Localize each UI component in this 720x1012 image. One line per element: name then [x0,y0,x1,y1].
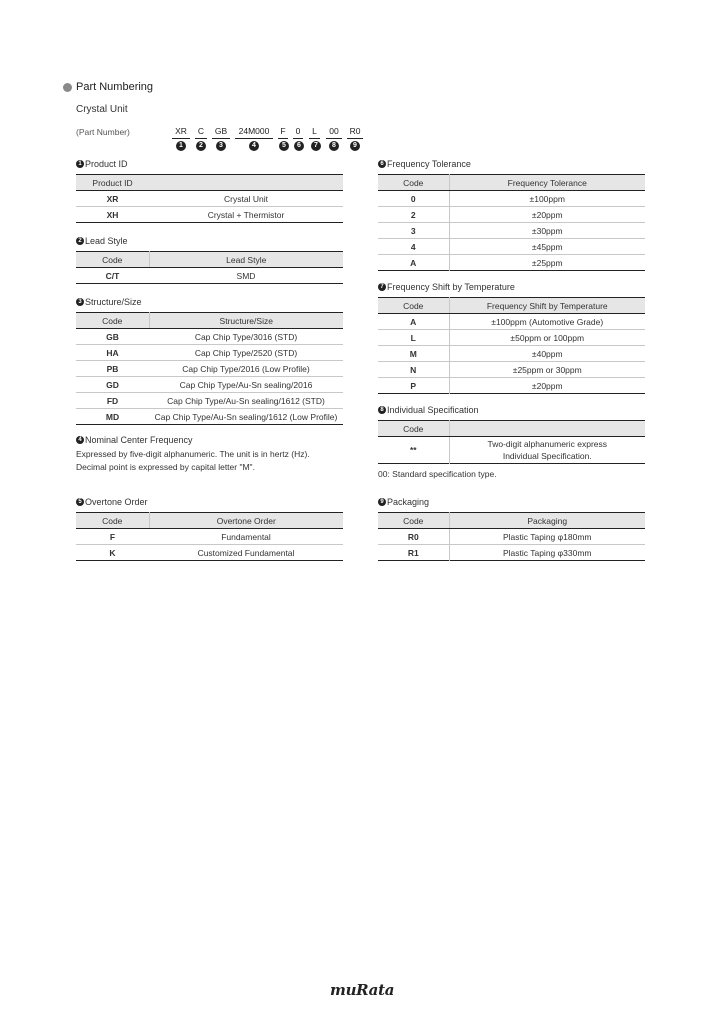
pn-segment: 0 [293,125,303,139]
cell-code: L [378,330,449,346]
cell-code: C/T [105,270,120,281]
cell-desc [449,437,645,464]
table-lead-style [76,251,343,284]
table-freq-shift [378,297,645,394]
cell-desc: Plastic Taping φ330mm [449,545,645,561]
cell-code: R1 [378,545,449,561]
section-title-text: Lead Style [85,236,128,246]
cell-desc: Cap Chip Type/2520 (STD) [149,345,343,361]
segment-number: 1 [176,141,186,151]
pn-segment: XR [172,125,190,139]
table-row [378,239,645,255]
cell-code: N [378,362,449,378]
section-number: 8 [378,406,386,414]
table-row [378,255,645,271]
cell-desc: Cap Chip Type/Au-Sn sealing/1612 (Low Profile) [149,409,343,425]
cell-desc: Cap Chip Type/Au-Sn sealing/1612 (STD) [149,393,343,409]
cell-code: K [76,545,149,561]
table-row [76,529,343,545]
pn-segment: C [195,125,207,139]
section-title-freq-tol [378,159,471,169]
cell-code: 0 [410,193,416,204]
cell-code: M [378,346,449,362]
segment-number: 5 [279,141,289,151]
cell-code: R0 [407,531,419,542]
col-header: Code [76,252,149,268]
cell-code: 4 [378,239,449,255]
part-number-label: (Part Number) [76,127,130,137]
segment-number: 4 [249,141,259,151]
cell-desc: ±20ppm [449,378,645,394]
col-header: Code [76,313,149,329]
cell-code: HA [76,345,149,361]
cell-code: XR [106,193,119,204]
cell-code: 3 [378,223,449,239]
cell-desc: ±30ppm [449,223,645,239]
section-number: 2 [76,237,84,245]
section-title-text: Packaging [387,497,430,507]
table-individual [378,420,645,464]
nominal-line: Expressed by five-digit alphanumeric. The unit is in hertz (Hz). [76,449,310,459]
nominal-line: Decimal point is expressed by capital letter "M". [76,461,255,472]
murata-logo: muRata [330,981,395,999]
table-row [76,545,343,561]
section-title-text: Individual Specification [387,405,479,415]
section-title-text: Overtone Order [85,497,148,507]
cell-desc: ±100ppm (Automotive Grade) [449,314,645,330]
desc-line: Two-digit alphanumeric express [487,439,608,449]
pn-segment: L [309,125,320,139]
col-header: Frequency Tolerance [449,175,645,191]
col-header: Structure/Size [149,313,343,329]
col-header [149,175,343,191]
cell-desc: Cap Chip Type/2016 (Low Profile) [149,361,343,377]
table-packaging [378,512,645,561]
cell-code: PB [76,361,149,377]
section-title-text: Product ID [85,159,128,169]
section-title-product-id [76,159,128,169]
pn-segment: 24M000 [235,125,273,139]
cell-desc: Cap Chip Type/Au-Sn sealing/2016 [149,377,343,393]
subtitle: Crystal Unit [76,104,128,115]
cell-desc: Cap Chip Type/3016 (STD) [194,331,298,342]
cell-code: MD [76,409,149,425]
nominal-description [76,448,310,473]
cell-code: 2 [378,207,449,223]
pn-segment: 00 [326,125,342,139]
table-row [76,268,343,284]
col-header: Code [378,298,449,314]
section-title-text: Nominal Center Frequency [85,435,193,445]
cell-code: A [378,255,449,271]
cell-desc: SMD [236,270,256,281]
table-row [76,361,343,377]
col-header: Code [378,513,449,529]
cell-desc: ±45ppm [449,239,645,255]
section-title-lead-style [76,236,128,246]
cell-desc: Plastic Taping φ180mm [449,529,645,545]
section-number: 1 [76,160,84,168]
bullet-icon [63,83,72,92]
section-number: 9 [378,498,386,506]
section-number: 7 [378,283,386,291]
table-row [378,191,645,207]
segment-number: 3 [216,141,226,151]
table-row [378,378,645,394]
cell-desc: ±25ppm [449,255,645,271]
col-header: Overtone Order [149,513,343,529]
table-row [378,223,645,239]
col-header: Product ID [76,175,149,191]
table-structure [76,312,343,425]
table-row [378,437,645,464]
cell-code: ** [409,445,417,455]
col-header: Code [378,421,449,437]
cell-code: FD [76,393,149,409]
col-header: Code [378,175,449,191]
cell-desc: Crystal + Thermistor [149,207,343,223]
segment-number: 8 [329,141,339,151]
segment-number: 2 [196,141,206,151]
table-row [378,207,645,223]
section-title-freq-shift [378,282,515,292]
table-row [76,409,343,425]
table-row [378,545,645,561]
section-title-packaging [378,497,429,507]
table-row [76,191,343,207]
cell-desc: Customized Fundamental [149,545,343,561]
cell-desc: ±100ppm [449,191,645,207]
table-row [378,362,645,378]
pn-segment: R0 [347,125,363,139]
section-number: 3 [76,298,84,306]
cell-code: GB [106,331,119,342]
col-header: Lead Style [149,252,343,268]
table-row [76,207,343,223]
cell-desc: Crystal Unit [224,193,268,204]
section-title-structure [76,297,142,307]
desc-line: Individual Specification. [502,451,592,461]
section-number: 4 [76,436,84,444]
table-row [76,393,343,409]
segment-number: 6 [294,141,304,151]
table-row [378,330,645,346]
cell-code: P [378,378,449,394]
pn-segment: F [278,125,288,139]
segment-number: 7 [311,141,321,151]
table-row [76,377,343,393]
individual-note: 00: Standard specification type. [378,469,497,479]
col-header: Packaging [449,513,645,529]
table-row [76,329,343,345]
cell-code: A [410,316,417,327]
section-title-overtone [76,497,148,507]
cell-desc: ±40ppm [449,346,645,362]
cell-code: XH [76,207,149,223]
section-title-text: Frequency Shift by Temperature [387,282,515,292]
cell-code: GD [76,377,149,393]
table-row [378,314,645,330]
section-title-text: Frequency Tolerance [387,159,471,169]
cell-desc: Fundamental [221,531,271,542]
col-header: Frequency Shift by Temperature [449,298,645,314]
table-row [378,346,645,362]
section-title-text: Structure/Size [85,297,142,307]
table-row [76,345,343,361]
segment-number: 9 [350,141,360,151]
col-header [449,421,645,437]
cell-desc: ±50ppm or 100ppm [449,330,645,346]
page-title-text: Part Numbering [76,81,154,93]
table-row [378,529,645,545]
section-number: 6 [378,160,386,168]
table-product-id [76,174,343,223]
cell-desc: ±25ppm or 30ppm [449,362,645,378]
pn-segment: GB [212,125,230,139]
col-header: Code [76,513,149,529]
section-title-individual [378,405,479,415]
section-number: 5 [76,498,84,506]
table-freq-tol [378,174,645,271]
table-overtone [76,512,343,561]
page-title [63,81,153,93]
cell-desc: ±20ppm [449,207,645,223]
cell-code: F [109,531,116,542]
section-title-nominal [76,435,193,445]
